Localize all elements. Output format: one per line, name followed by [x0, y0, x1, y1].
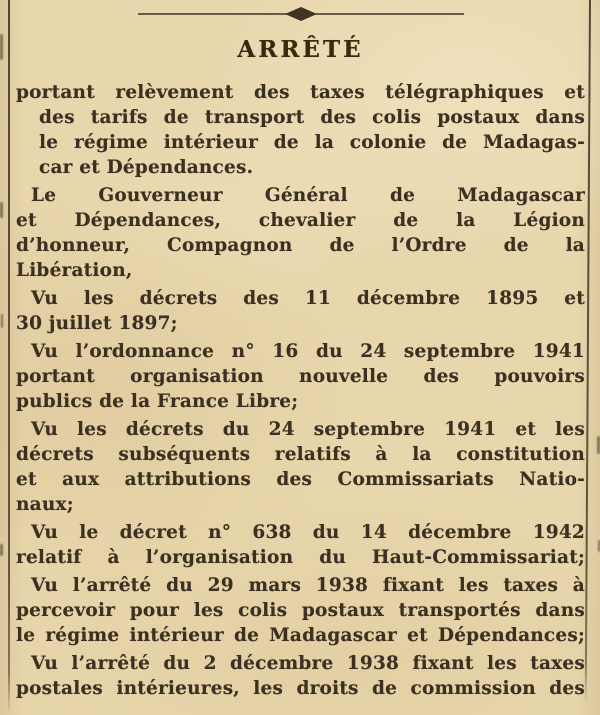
- scan-artifact: [0, 544, 3, 556]
- text-line: 30 juillet 1897;: [16, 313, 178, 334]
- text-line: naux;: [16, 494, 74, 515]
- diamond-rule-divider: [16, 6, 585, 22]
- text-line: postales intérieures, les droits de commission des: [16, 678, 585, 699]
- text-line: et aux attributions des Commissariats Natio-: [16, 469, 585, 490]
- visa-paragraph: [16, 417, 585, 517]
- text-line: Vu les décrets du 24 septembre 1941 et les: [31, 419, 585, 440]
- decree-subject-paragraph: [16, 80, 585, 180]
- text-line: le régime intérieur de Madagascar et Dépendances;: [16, 625, 585, 646]
- diamond-rule-icon: [136, 6, 466, 22]
- text-line: d’honneur, Compagnon de l’Ordre de la: [16, 235, 585, 256]
- text-line: portant organisation nouvelle des pouvoirs: [16, 366, 585, 387]
- visa-paragraph: [16, 286, 585, 336]
- text-line: Le Gouverneur Général de Madagascar: [31, 185, 585, 206]
- text-line: Libération,: [16, 260, 133, 281]
- column-content: [16, 0, 585, 701]
- text-line: des tarifs de transport des colis postaux dans: [39, 107, 585, 128]
- decree-heading: ARRÊTÉ: [237, 36, 364, 63]
- scan-artifact: [0, 202, 3, 218]
- column-rule-left: [8, 0, 10, 715]
- text-line: Vu l’arrêté du 29 mars 1938 fixant les taxes à: [31, 575, 585, 596]
- text-line: le régime intérieur de la colonie de Madagas-: [39, 132, 585, 153]
- text-line: Vu le décret n° 638 du 14 décembre 1942: [31, 522, 585, 543]
- text-line: percevoir pour les colis postaux transportés dans: [16, 600, 585, 621]
- text-line: publics de la France Libre;: [16, 391, 299, 412]
- preamble-paragraph: [16, 183, 585, 283]
- text-line: car et Dépendances.: [39, 157, 254, 178]
- column-rule-right: [585, 0, 591, 704]
- visa-paragraph: [16, 520, 585, 570]
- text-line: Vu l’ordonnance n° 16 du 24 septembre 1941: [31, 341, 585, 362]
- text-line: Vu les décrets des 11 décembre 1895 et: [31, 288, 585, 309]
- visa-paragraph: [16, 651, 585, 701]
- text-line: et Dépendances, chevalier de la Légion: [16, 210, 585, 231]
- scan-artifact: [1, 314, 3, 328]
- scan-artifact: [0, 34, 3, 60]
- visa-paragraph: [16, 339, 585, 414]
- text-line: relatif à l’organisation du Haut-Commissariat;: [16, 547, 585, 568]
- text-line: portant relèvement des taxes télégraphiques et: [16, 82, 585, 103]
- visa-paragraph: [16, 573, 585, 648]
- text-line: Vu l’arrêté du 2 décembre 1938 fixant les taxes: [31, 653, 585, 674]
- text-line: décrets subséquents relatifs à la constitution: [16, 444, 585, 465]
